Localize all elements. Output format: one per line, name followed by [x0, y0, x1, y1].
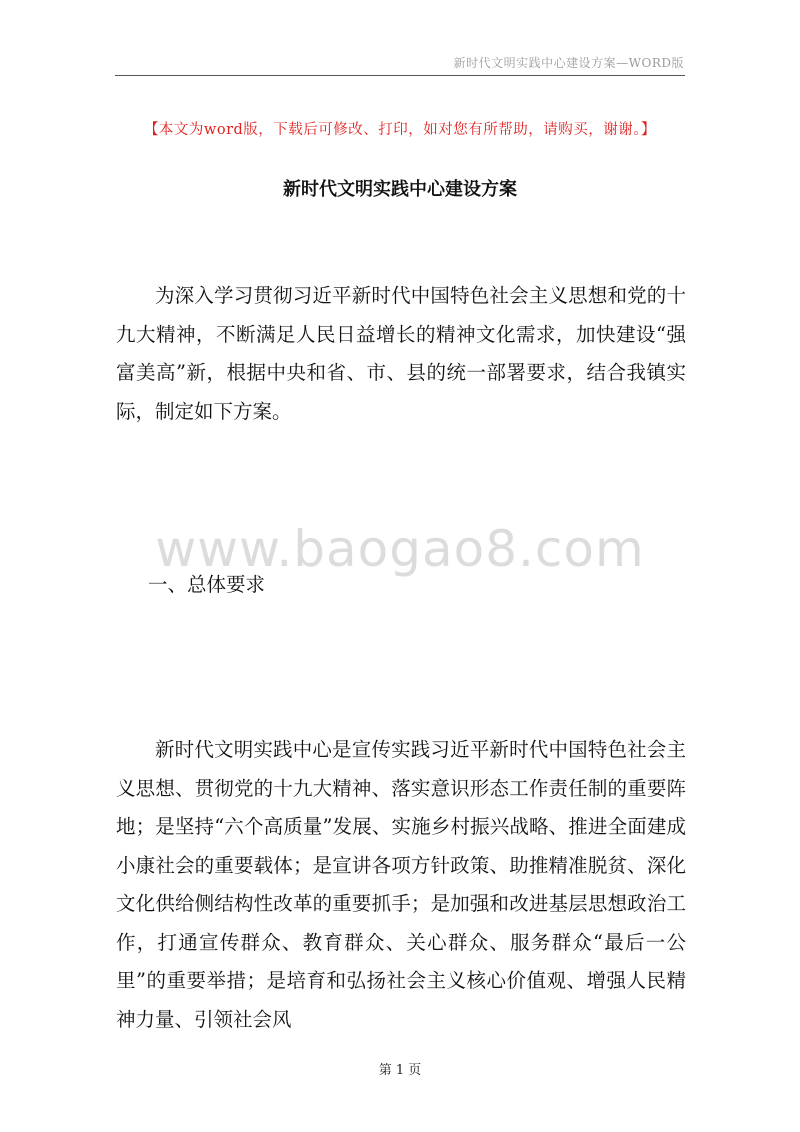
section-body-paragraph: 新时代文明实践中心是宣传实践习近平新时代中国特色社会主义思想、贯彻党的十九大精神、落实意识形态工作责任制的重要阵地；是坚持“六个高质量”发展、实施乡村振兴战略、推进全面建成小康社会的重要载体；是宣讲各项方针政策、助推精准脱贫、深化文化供给侧结构性改革的重要抓手；是加强和改进基层思想政治工作，打通宣传群众、教育群众、关心群众、服务群众“最后一公里”的重要举措；是培育和弘扬社会主义核心价值观、增强人民精神力量、引领社会风	[116, 738, 686, 1031]
page-number: 第 1 页	[378, 1063, 422, 1078]
intro-paragraph: 为深入学习贯彻习近平新时代中国特色社会主义思想和党的十九大精神，不断满足人民日益增长的精神文化需求，加快建设“强富美高”新，根据中央和省、市、县的统一部署要求，结合我镇实际，制定如下方案。	[116, 284, 686, 423]
download-notice: 【本文为word版，下载后可修改、打印，如对您有所帮助，请购买，谢谢。】	[143, 122, 657, 138]
header-divider	[115, 75, 685, 76]
document-title: 新时代文明实践中心建设方案	[283, 179, 517, 200]
section-heading: 一、总体要求	[148, 573, 266, 596]
running-header: 新时代文明实践中心建设方案—WORD版	[453, 56, 684, 70]
watermark: www.baogao8.com	[155, 520, 645, 578]
